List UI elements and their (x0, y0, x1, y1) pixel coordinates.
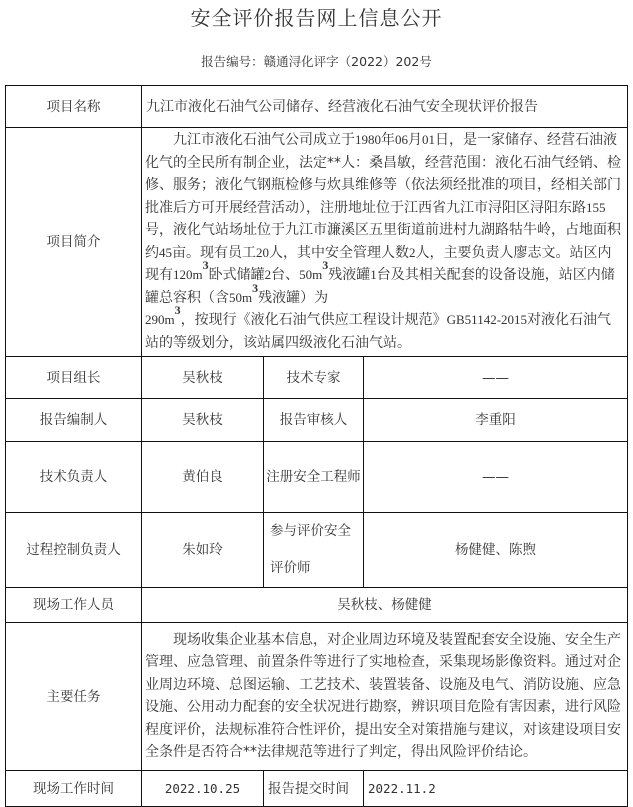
submit-time-value: 2022.11.2 (364, 771, 628, 807)
assessors-value: 杨健健、陈煦 (364, 513, 628, 588)
submit-time-label: 报告提交时间 (264, 771, 364, 807)
compiler-value: 吴秋枝 (142, 399, 264, 442)
row-leader (6, 357, 628, 399)
site-staff-value: 吴秋枝、杨健健 (142, 588, 628, 623)
reviewer-value: 李重阳 (364, 399, 628, 442)
site-time-label: 现场工作时间 (6, 771, 142, 807)
tech-lead-value: 黄伯良 (142, 442, 264, 513)
assessors-label: 参与评价安全评价师 (264, 513, 364, 588)
row-process (6, 513, 628, 588)
row-time (6, 771, 628, 807)
row-site-staff (6, 588, 628, 623)
tech-lead-label: 技术负责人 (6, 442, 142, 513)
main-task-label: 主要任务 (6, 623, 142, 771)
row-compiler (6, 399, 628, 442)
row-main-task (6, 623, 628, 771)
row-project-name (6, 86, 628, 128)
report-number: 报告编号：赣通浔化评字（2022）202号 (201, 54, 432, 69)
project-intro-label: 项目简介 (6, 128, 142, 357)
reviewer-label: 报告审核人 (264, 399, 364, 442)
tech-expert-value: —— (364, 357, 628, 399)
project-name-value: 九江市液化石油气公司储存、经营液化石油气安全现状评价报告 (142, 86, 628, 128)
compiler-label: 报告编制人 (6, 399, 142, 442)
site-staff-label: 现场工作人员 (6, 588, 142, 623)
project-name-label: 项目名称 (6, 86, 142, 128)
safety-engineer-label: 注册安全工程师 (264, 442, 364, 513)
site-time-value: 2022.10.25 (142, 771, 264, 807)
row-tech (6, 442, 628, 513)
main-task-value: 现场收集企业基本信息，对企业周边环境及装置配套安全设施、安全生产管理、应急管理、前置条件等进行了实地检查，采集现场影像资料。通过对企业周边环境、总图运输、工艺技术、装置装备、设施及电气、消防设施、应急设施、公用动力配套的安全状况进行勘察，辨识项目危险有害因素，进行风险程度评价，法规标准符合性评价，提出安全对策措施与建议，对该建设项目安全条件是否符合**法律规范等进行了判定，得出风险评价结论。 (142, 623, 628, 771)
leader-value: 吴秋枝 (142, 357, 264, 399)
leader-label: 项目组长 (6, 357, 142, 399)
tech-expert-label: 技术专家 (264, 357, 364, 399)
process-control-label: 过程控制负责人 (6, 513, 142, 588)
project-intro-value: 九江市液化石油气公司成立于1980年06月01日，是一家储存、经营石油液化气的全民所有制企业，法定**人：桑昌敏，经营范围：液化石油气经销、检修、服务；液化气钢瓶检修与炊具维修等（依法须经批准的项目，经相关部门批准后方可开展经营活动），注册地址位于江西省九江市浔阳区浔阳东路155号，液化气站场址位于九江市濂溪区五里街道前进村九湖路牯牛岭，占地面积约45亩。现有员工20人，其中安全管理人数2人，主要负责人廖志文。站区内现有$120m^3$卧式储罐2台、$50m^3$残液罐1台及其相关配套的设备设施，站区内储罐总容积（含$50m^3$残液罐）为$290m^3$，按现行《液化石油气供应工程设计规范》GB51142-2015对液化石油气站的等级划分，该站属四级液化石油气站。 (142, 128, 628, 357)
process-control-value: 朱如玲 (142, 513, 264, 588)
safety-engineer-value: —— (364, 442, 628, 513)
row-project-intro (6, 128, 628, 357)
info-table (5, 85, 628, 807)
page-title: 安全评价报告网上信息公开 (190, 6, 443, 30)
